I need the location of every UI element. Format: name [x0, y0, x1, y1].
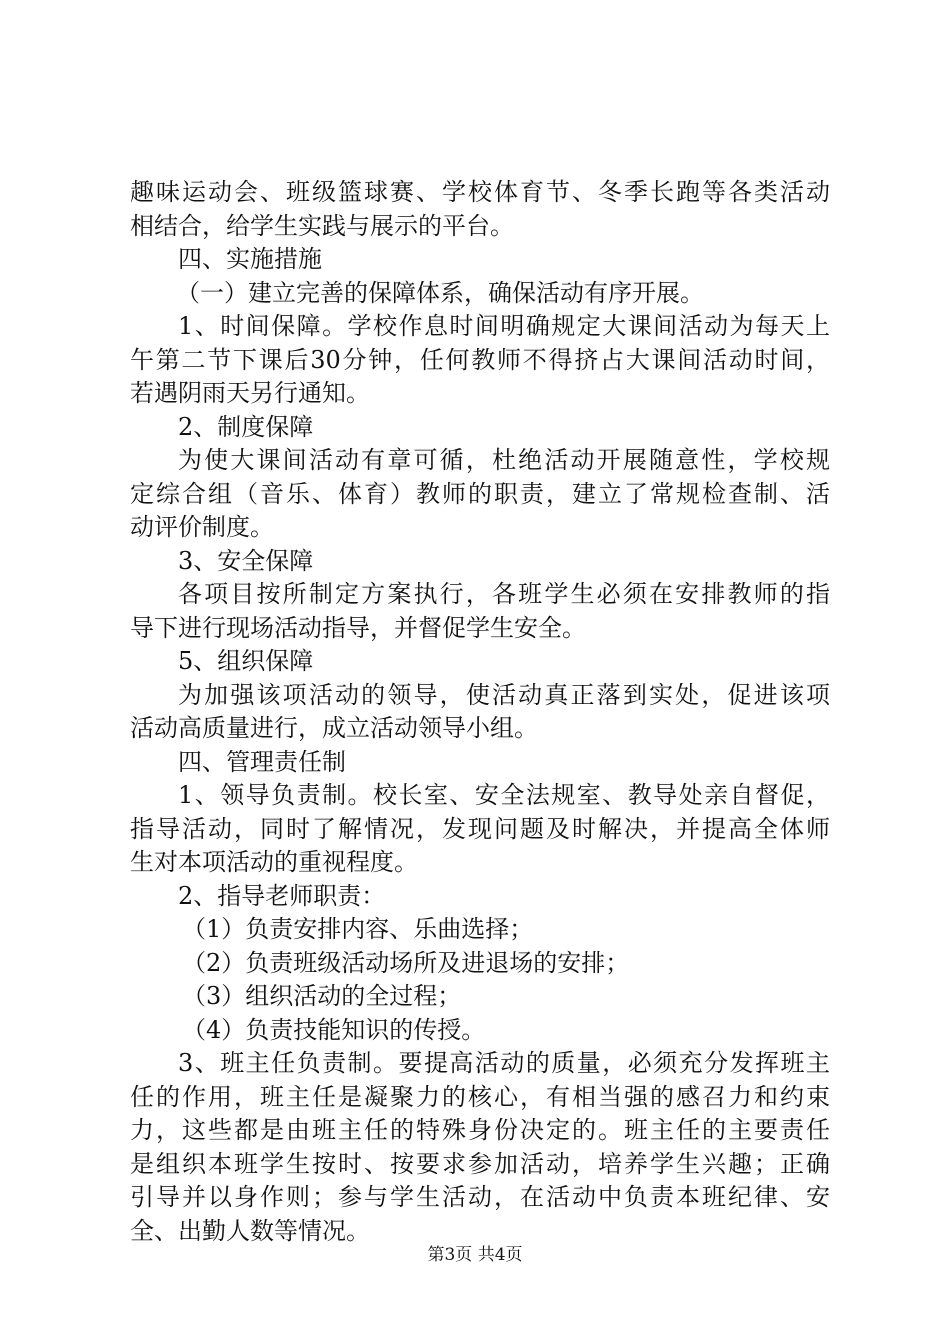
text-line: 任的作用，班主任是凝聚力的核心，有相当强的感召力和约束 — [130, 1082, 830, 1111]
text-line: 力，这些都是由班主任的特殊身份决定的。班主任的主要责任 — [130, 1116, 830, 1144]
text-line: 趣味运动会、班级篮球赛、学校体育节、冬季长跑等各类活动 — [130, 178, 830, 206]
subsection-heading: （一）建立完善的保障体系，确保活动有序开展。 — [176, 278, 704, 307]
text-line: 1、领导负责制。校长室、安全法规室、教导处亲自督促， — [178, 781, 830, 809]
text-line: 相结合，给学生实践与展示的平台。 — [130, 211, 514, 240]
text-line: 1、时间保障。学校作息时间明确规定大课间活动为每天上 — [178, 312, 830, 340]
list-item: （1）负责安排内容、乐曲选择； — [182, 915, 534, 943]
page-number-footer: 第3页 共4页 — [427, 1245, 523, 1265]
item-heading: 2、指导老师职责： — [178, 881, 386, 910]
list-item: （2）负责班级活动场所及进退场的安排； — [182, 948, 630, 977]
text-line: 3、班主任负责制。要提高活动的质量，必须充分发挥班主 — [178, 1049, 830, 1077]
text-line: 是组织本班学生按时、按要求参加活动，培养学生兴趣；正确 — [130, 1149, 830, 1178]
text-line: 活动高质量进行，成立活动领导小组。 — [130, 714, 538, 742]
list-item: （4）负责技能知识的传授。 — [182, 1015, 486, 1044]
text-line: 各项目按所制定方案执行，各班学生必须在安排教师的指 — [178, 580, 830, 608]
text-line: 动评价制度。 — [130, 513, 274, 541]
text-line: 为加强该项活动的领导，使活动真正落到实处，促进该项 — [178, 680, 830, 709]
text-line: 全、出勤人数等情况。 — [130, 1216, 370, 1245]
text-line: 引导并以身作则；参与学生活动，在活动中负责本班纪律、安 — [130, 1183, 830, 1211]
item-heading: 5、组织保障 — [178, 647, 314, 675]
text-line: 若遇阴雨天另行通知。 — [130, 379, 370, 407]
text-line: 导下进行现场活动指导，并督促学生安全。 — [130, 613, 586, 642]
item-heading: 3、安全保障 — [178, 546, 314, 575]
text-line: 指导活动，同时了解情况，发现问题及时解决，并提高全体师 — [130, 814, 830, 843]
text-line: 午第二节下课后30分钟，任何教师不得挤占大课间活动时间， — [130, 345, 830, 374]
text-line: 定综合组（音乐、体育）教师的职责，建立了常规检查制、活 — [130, 479, 830, 508]
section-heading: 四、管理责任制 — [178, 747, 346, 776]
item-heading: 2、制度保障 — [178, 412, 314, 441]
text-line: 生对本项活动的重视程度。 — [130, 848, 418, 876]
section-heading: 四、实施措施 — [178, 245, 322, 273]
text-line: 为使大课间活动有章可循，杜绝活动开展随意性，学校规 — [178, 446, 830, 474]
document-body — [130, 176, 830, 1248]
list-item: （3）组织活动的全过程； — [182, 982, 462, 1010]
